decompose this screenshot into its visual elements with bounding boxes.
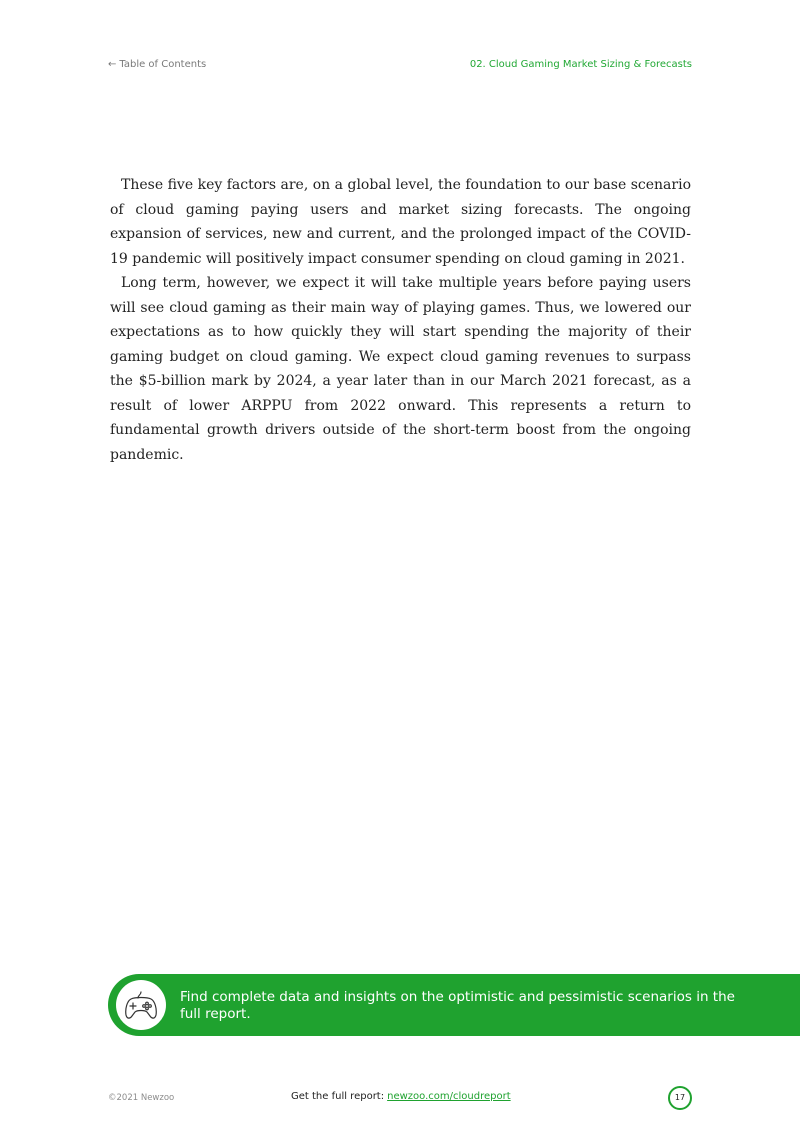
full-report-cta [291, 1091, 511, 1102]
gamepad-icon [123, 989, 159, 1021]
full-report-link[interactable]: newzoo.com/cloudreport [387, 1091, 511, 1102]
copyright: ©2021 Newzoo [108, 1093, 175, 1103]
body-text [110, 173, 691, 467]
full-report-banner [108, 974, 800, 1036]
gamepad-icon-badge [116, 980, 166, 1030]
cta-label: Get the full report: [291, 1091, 385, 1102]
table-of-contents-label: Table of Contents [119, 59, 207, 70]
page-number: 17 [668, 1086, 692, 1110]
back-arrow-icon: ← [108, 59, 117, 70]
paragraph-1: These five key factors are, on a global level, the foundation to our base scenario of cloud gaming paying users and market sizing forecasts. The ongoing expansion of services, new and current, and the prolonged impact of the COVID-19 pandemic will positively impact consumer spending on cloud gaming in 2021. [110, 177, 691, 267]
banner-text: Find complete data and insights on the optimistic and pessimistic scenarios in the full report. [180, 989, 735, 1022]
paragraph-2: Long term, however, we expect it will take multiple years before paying users will see cloud gaming as their main way of playing games. Thus, we lowered our expectations as to how quickly they will start spending the majority of their gaming budget on cloud gaming. We expect cloud gaming revenues to surpass the $5-billion mark by 2024, a year later than in our March 2021 forecast, as a result of lower ARPPU from 2022 onward. This represents a return to fundamental growth drivers outside of the short-term boost from the ongoing pandemic. [110, 275, 691, 463]
table-of-contents-link[interactable] [108, 59, 206, 70]
section-title: 02. Cloud Gaming Market Sizing & Forecasts [469, 59, 692, 70]
